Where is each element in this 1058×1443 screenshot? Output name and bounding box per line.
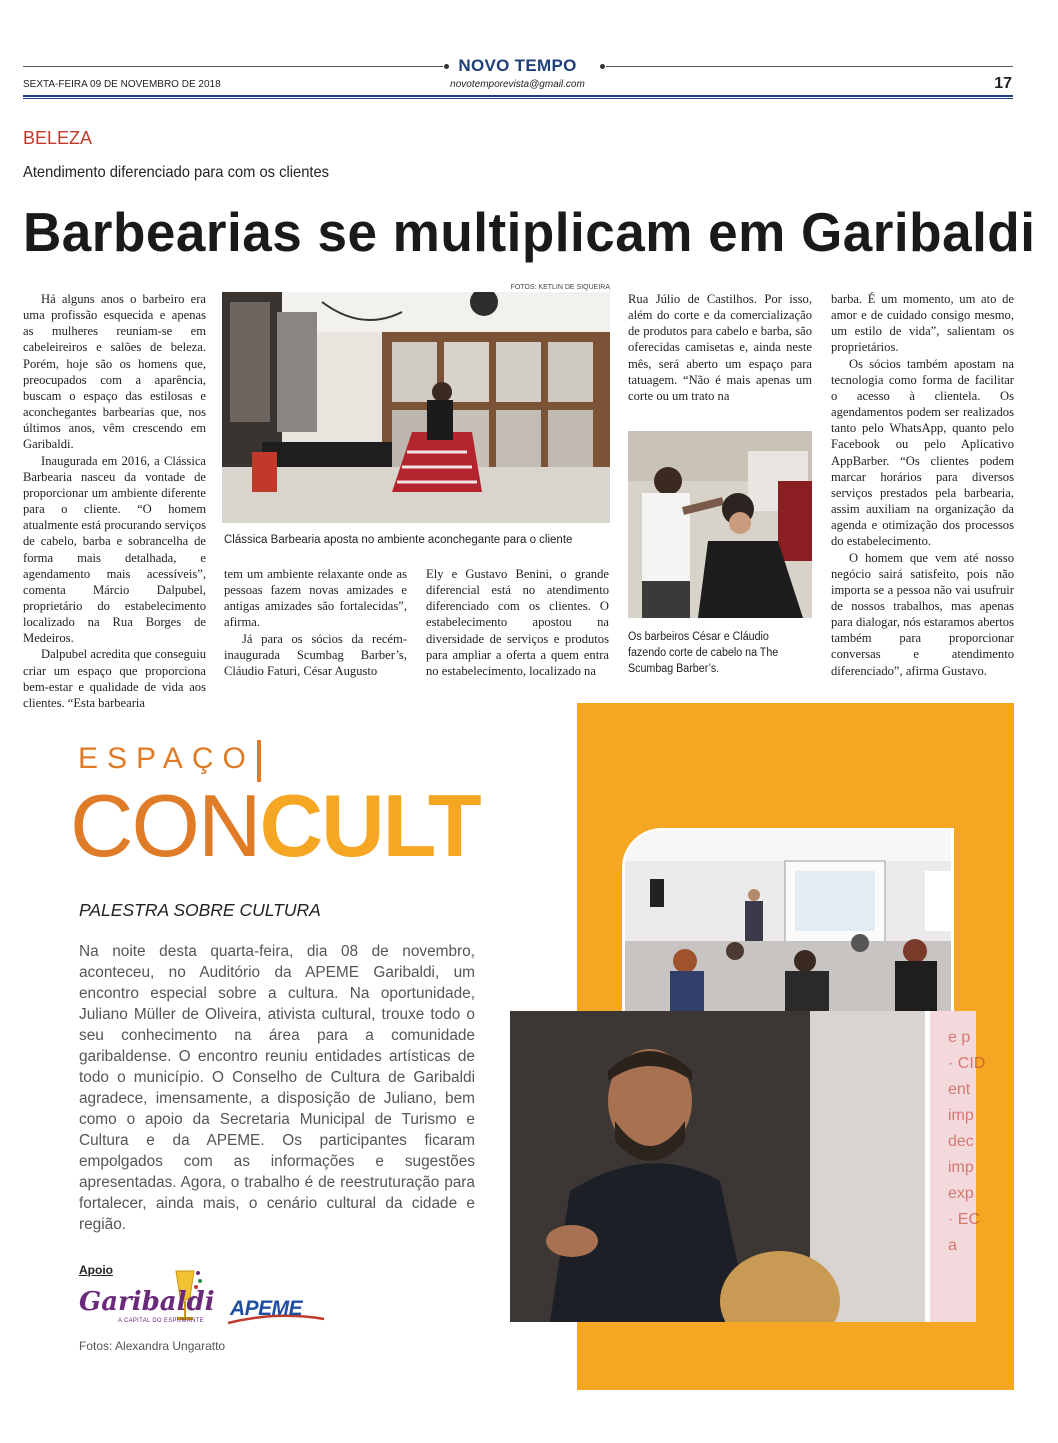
article-column-4 (628, 291, 812, 404)
article-column-2 (224, 566, 407, 679)
masthead-bottom-rule-thin (23, 98, 1013, 99)
slide-line: · CID (948, 1055, 986, 1072)
concult-logo-con: CON (70, 776, 260, 875)
article-kicker: Atendimento diferenciado para com os clientes (23, 164, 330, 181)
photo-caption: Clássica Barbearia aposta no ambiente aconchegante para o cliente (224, 534, 573, 546)
masthead-right-rule (606, 66, 1013, 67)
page-number: 17 (994, 75, 1012, 92)
paragraph: barba. É um momento, um ato de amor e de cuidado consigo mesmo, um estilo de vida”, salientam os proprietários. (831, 292, 1014, 355)
speaker-image (510, 1011, 976, 1322)
espaco-label: ESPAÇO (78, 742, 255, 775)
masthead-bottom-rule (23, 95, 1013, 97)
paragraph: Ely e Gustavo Benini, o grande diferencial está no atendimento diferenciado com os clientes. O estabelecimento apostou na diversidade de serviços e produtos para ampliar a oferta a quem entra no estabelecimento, localizado na (426, 567, 609, 678)
article-column-5 (831, 291, 1014, 679)
concult-logo (70, 778, 480, 874)
concult-logo-cult: CULT (259, 776, 480, 875)
slide-line: exp (948, 1185, 974, 1202)
paragraph: tem um ambiente relaxante onde as pessoas fazem novas amizades e antigas amizades são fortalecidas”, afirma. (224, 567, 407, 630)
slide-line: e p (948, 1029, 971, 1046)
barbershop-interior-photo (222, 292, 610, 523)
paragraph: O homem que vem até nosso negócio sairá satisfeito, pois não importa se a pessoa não vai usufruir de nossos trabalhos, mas apenas para dialogar, nós estaramos abertos também para proporcionar conversas e atendimento diferenciado”, afirma Gustavo. (831, 550, 1014, 678)
slide-line: dec (948, 1133, 974, 1150)
paragraph: Os sócios também apostam na tecnologia como forma de facilitar o acesso à clientela. Os agendamentos podem ser realizados tanto pelo WhatsApp, quanto pelo Facebook ou pelo Aplicativo AppBarber. “Os clientes podem marcar horários para diversos serviços prestados pela barbearia, assim auxiliam na organização da agenda e otimização dos processos do estabelecimento. (831, 356, 1014, 549)
presentation-slide-text (948, 1025, 985, 1259)
paragraph: Dalpubel acredita que conseguiu criar um espaço que proporciona bem-estar e qualidade de vida aos clientes. “Esta barbearia (23, 647, 206, 710)
slide-line: imp (948, 1159, 974, 1176)
concult-body: Na noite desta quarta-feira, dia 08 de novembro, aconteceu, no Auditório da APEME Garibaldi, um encontro especial sobre a cultura. Na oportunidade, Juliano Müller de Oliveira, ativista cultural, trouxe todo o seu conhecimento na área para a comunidade garibaldense. O encontro reuniu entidades artísticas de todo o município. O Conselho de Cultura de Garibaldi agradece, imensamente, a disposição de Juliano, bem como o apoio da Secretaria Municipal de Turismo e Cultura e da APEME. Os participantes ficaram empolgados com as informações e sugestões apresentadas. Agora, o trabalho é de reestruturação para fortalecer, ainda mais, o cenário cultural da cidade e região. (79, 943, 475, 1233)
garibaldi-logo-tagline: A CAPITAL DO ESPUMANTE (118, 1318, 204, 1324)
contact-email: novotemporevista@gmail.com (450, 79, 585, 90)
slide-line: · EC (948, 1211, 980, 1228)
barbers-image (628, 431, 812, 618)
masthead-left-rule (23, 66, 443, 67)
auditorium-image (625, 831, 954, 1024)
barbers-photo (628, 431, 812, 618)
article-column-1 (23, 291, 206, 711)
issue-date: SEXTA-FEIRA 09 DE NOVEMBRO DE 2018 (23, 79, 221, 90)
paragraph: Já para os sócios da recém-inaugurada Scumbag Barber’s, Cláudio Faturi, César Augusto (224, 631, 407, 678)
apeme-logo: APEME (230, 1297, 303, 1320)
article-column-3 (426, 566, 609, 679)
paragraph: Inaugurada em 2016, a Clássica Barbearia nasceu da vontade de proporcionar um ambiente diferente para o cliente. “O homem atualmente está procurando serviços de cabelo, barba e sobrancelha de forma mais detalhada, e agendamento mais acessíveis”, comenta Márcio Dalpubel, proprietário do estabelecimento localizado na Rua Borges de Medeiros. (23, 453, 206, 646)
slide-line: a (948, 1237, 957, 1254)
concult-photo-credit: Fotos: Alexandra Ungaratto (79, 1339, 226, 1353)
newspaper-title: NOVO TEMPO (458, 56, 577, 75)
masthead-right-dot (600, 64, 605, 69)
paragraph: Rua Júlio de Castilhos. Por isso, além do corte e da comercialização de produtos para cabelo e barba, são oferecidas camisetas e, ainda neste mês, será aberto um espaço para tatuagem. “Não é mais apenas um corte ou um trato na (628, 292, 812, 403)
slide-line: imp (948, 1107, 974, 1124)
speaker-photo (510, 1011, 976, 1322)
photo-caption: Os barbeiros César e Cláudio fazendo corte de cabelo na The Scumbag Barber’s. (628, 631, 779, 675)
slide-line: ent (948, 1081, 971, 1098)
paragraph: Há alguns anos o barbeiro era uma profissão esquecida e apenas as mulheres reuniam-se em cabeleireiros e salões de beleza. Porém, hoje são os homens que, preocupados com a aparência, buscam o espaço das estilosas e aconchegantes barbearias que, nos últimos anos, vêm crescendo em Garibaldi. (23, 292, 206, 452)
barbershop-interior-image (222, 292, 610, 523)
garibaldi-logo: Garibaldi (79, 1287, 215, 1317)
support-label: Apoio (79, 1263, 113, 1277)
auditorium-photo (622, 828, 954, 1024)
section-label: BELEZA (23, 128, 93, 148)
article-headline: Barbearias se multiplicam em Garibaldi (23, 201, 1036, 263)
concult-subtitle: PALESTRA SOBRE CULTURA (79, 900, 321, 920)
photo-credit: FOTOS: KETLIN DE SIQUEIRA (510, 284, 610, 291)
